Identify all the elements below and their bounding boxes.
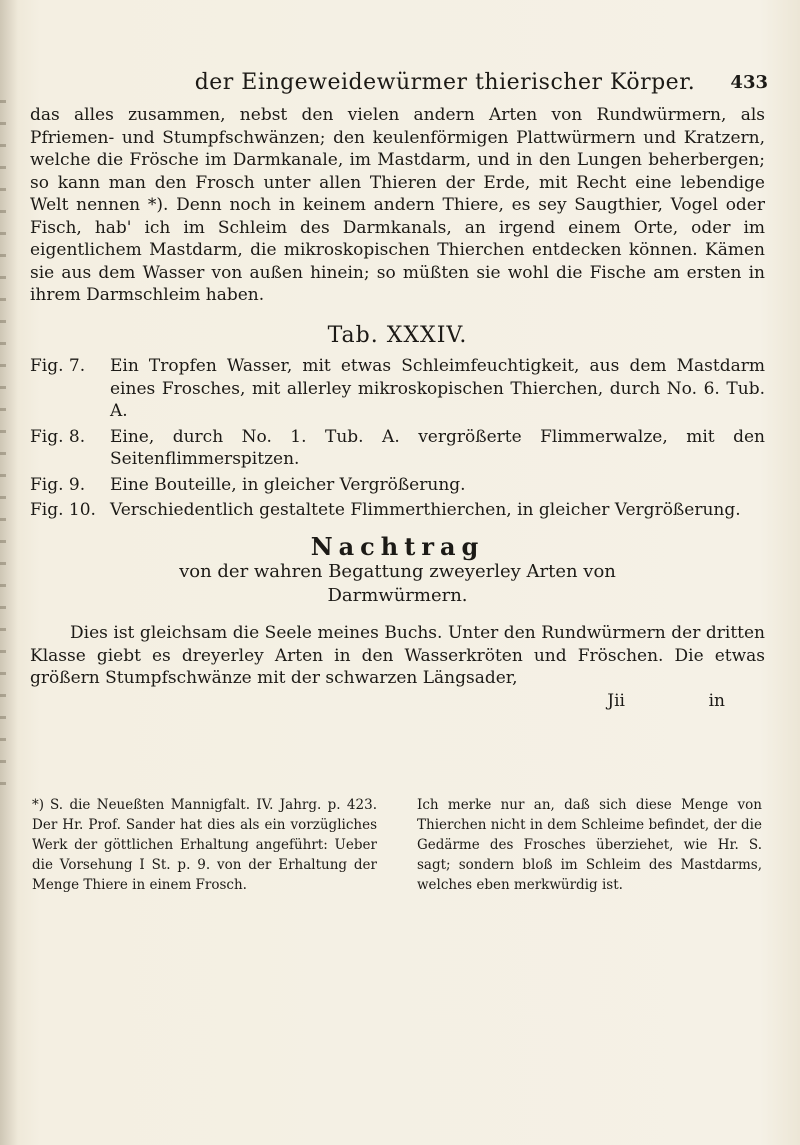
figure-label: Fig. 9.	[30, 474, 86, 495]
section-subtitle-line-2: Darmwürmern.	[327, 585, 468, 606]
footnote-left-column	[32, 795, 377, 895]
page-number: 433	[730, 72, 768, 93]
catchword: in	[708, 690, 725, 711]
footnote-right-column	[417, 795, 762, 895]
footnote-marker: *)	[32, 797, 45, 813]
footnote	[32, 795, 762, 895]
intro-paragraph: das alles zusammen, nebst den vielen andern Arten von Rundwürmern, als Pfriemen- und Stumpfschwänzen; den keulenförmigen Plattwürmern und Kratzern, welche die Frösche im Darmkanale, im Mastdarm, und in den Lungen beherbergen; so kann man den Frosch unter allen Thieren der Erde, mit Recht eine lebendige Welt nennen *). Denn noch in keinem andern Thiere, es sey Saugthier, Vogel oder Fisch, hab' ich im Schleim des Darmkanals, an irgend einem Orte, oder im eigentlichem Mastdarm, die mikroskopischen Thierchen entdecken können. Kämen sie aus dem Wasser von außen hinein; so müßten sie wohl die Fische am ersten in ihrem Darmschleim haben.	[30, 105, 765, 305]
page-edge-stain	[0, 100, 6, 800]
section-title: Nachtrag	[310, 531, 485, 561]
figure-description: Verschiedentlich gestaltete Flimmerthierchen, in gleicher Vergrößerung.	[110, 500, 741, 520]
footnote-right-text: Ich merke nur an, daß sich diese Menge von Thierchen nicht in dem Schleime befindet, der die Gedärme des Frosches überziehet, wie Hr. S. sagt; sondern bloß im Schleim des Mastdarms, welches eben merkwürdig ist.	[417, 797, 762, 893]
footnote-separator	[30, 775, 765, 776]
figure-description: Eine Bouteille, in gleicher Vergrößerung.	[110, 474, 466, 495]
figure-entry	[30, 474, 765, 497]
main-text-block	[30, 104, 765, 714]
figure-entry	[30, 426, 765, 471]
section-subtitle-line-1: von der wahren Begattung zweyerley Arten von	[179, 561, 616, 582]
section-subtitle	[30, 560, 765, 608]
footnote-left-text: S. die Neueßten Mannigfalt. IV. Jahrg. p. 423. Der Hr. Prof. Sander hat dies als ein vorzügliches Werk der göttlichen Erhaltung angeführt: Ueber die Vorsehung I St. p. 9. von der Erhaltung der Menge Thiere in einem Frosch.	[32, 797, 377, 893]
figure-description: Eine, durch No. 1. Tub. A. vergrößerte Flimmerwalze, mit den Seitenflimmerspitzen.	[110, 426, 765, 469]
figure-label: Fig. 7.	[30, 356, 86, 376]
signature-row	[30, 690, 765, 714]
figure-entry	[30, 499, 765, 522]
figure-list	[30, 355, 765, 522]
running-head: der Eingeweidewürmer thierischer Körper.	[194, 70, 696, 95]
figure-entry	[30, 355, 765, 423]
plate-heading: Tab. XXXIV.	[327, 322, 468, 348]
figure-label: Fig. 8.	[30, 426, 86, 447]
printer-signature: Jii	[607, 690, 625, 711]
figure-description: Ein Tropfen Wasser, mit etwas Schleimfeuchtigkeit, aus dem Mastdarm eines Frosches, mit allerley mikroskopischen Thierchen, durch No. 6. Tub. A.	[110, 356, 765, 421]
section-paragraph: Dies ist gleichsam die Seele meines Buchs. Unter den Rundwürmern der dritten Klasse giebt es dreyerley Arten in den Wasserkröten und Fröschen. Die etwas größern Stumpfschwänze mit der schwarzen Längsader,	[30, 623, 765, 688]
figure-label: Fig. 10.	[30, 500, 96, 520]
